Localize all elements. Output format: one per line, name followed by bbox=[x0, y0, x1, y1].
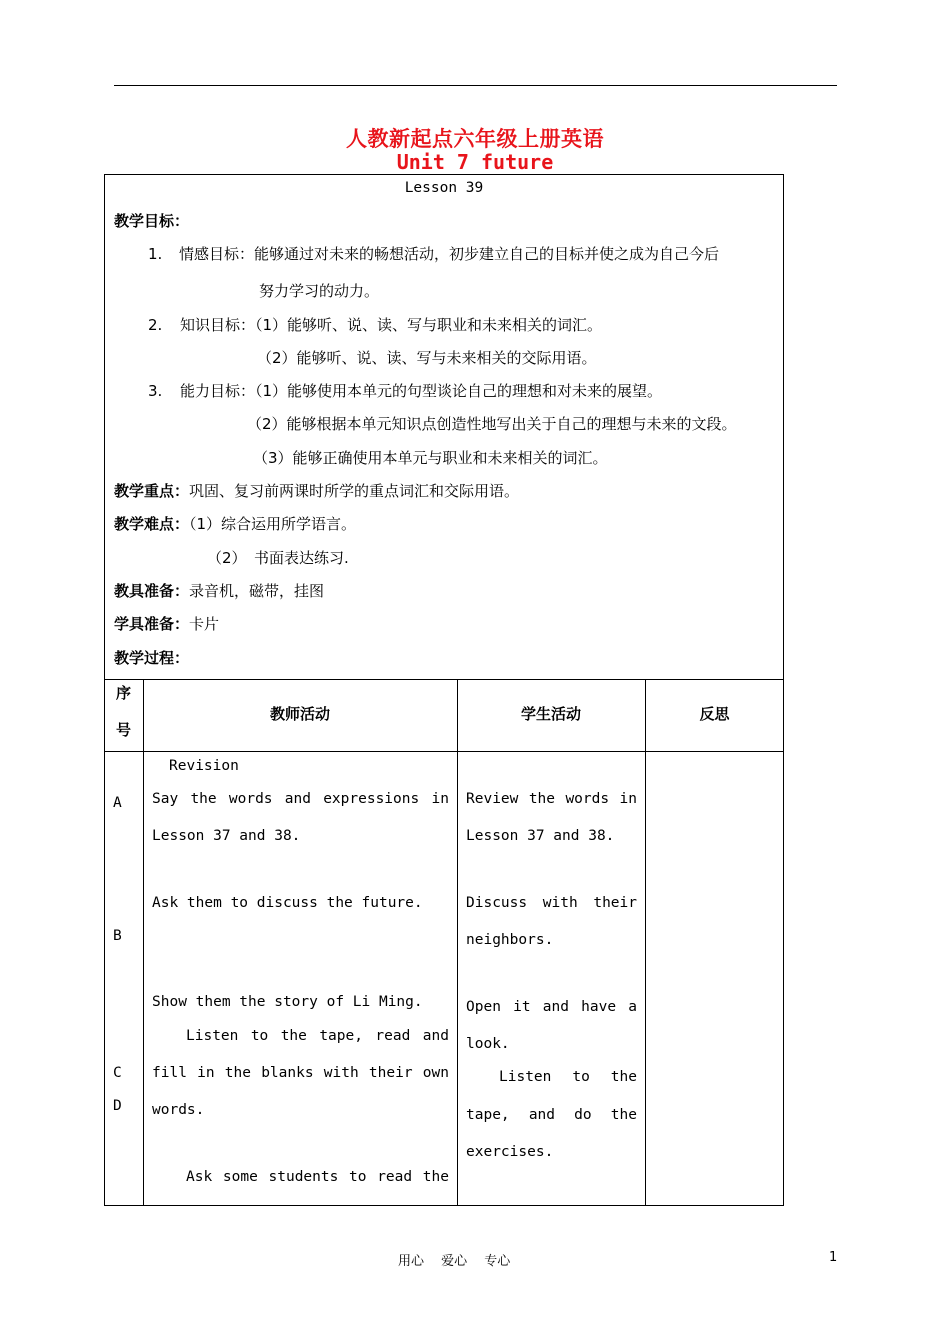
difficulties bbox=[114, 515, 356, 533]
student-b-line-1 bbox=[466, 894, 637, 912]
student-c-line-1 bbox=[466, 998, 637, 1016]
word: fill bbox=[152, 1065, 187, 1081]
word: read bbox=[377, 1169, 413, 1185]
word: the bbox=[190, 791, 217, 807]
word: with bbox=[542, 895, 578, 911]
teacher-a-line-1 bbox=[152, 790, 449, 808]
word: the bbox=[610, 1069, 637, 1085]
word: the bbox=[610, 1107, 637, 1123]
header-bottom-rule bbox=[104, 751, 784, 752]
word: to bbox=[572, 1069, 590, 1085]
page-number: 1 bbox=[829, 1250, 838, 1265]
objective-3-sub1: （2）能够根据本单元知识点创造性地写出关于自己的理想与未来的文段。 bbox=[247, 415, 737, 433]
difficulties-item-1: （1）综合运用所学语言。 bbox=[189, 515, 357, 533]
objective-3-number: 3. bbox=[148, 382, 163, 400]
process-label: 教学过程： bbox=[114, 649, 190, 667]
teacher-tools-label: 教具准备： bbox=[114, 582, 190, 600]
document-title: 人教新起点六年级上册英语 bbox=[346, 127, 604, 151]
difficulties-item-2: （2） 书面表达练习. bbox=[207, 549, 349, 567]
word: Open bbox=[466, 999, 501, 1015]
word: Say bbox=[152, 791, 179, 807]
student-a-line-2: Lesson 37 and 38. bbox=[466, 828, 615, 844]
word: and bbox=[284, 791, 311, 807]
word: it bbox=[513, 999, 531, 1015]
word: Review bbox=[466, 791, 519, 807]
objective-1-text: 情感目标：能够通过对未来的畅想活动，初步建立自己的目标并使之成为自己今后 bbox=[179, 245, 720, 263]
teacher-d-line-1 bbox=[186, 1168, 449, 1186]
word: their bbox=[593, 895, 637, 911]
word: a bbox=[628, 999, 637, 1015]
teacher-c-line-3 bbox=[152, 1064, 449, 1082]
word: in bbox=[619, 791, 637, 807]
objectives-label: 教学目标： bbox=[114, 212, 190, 230]
objective-2-sub: （2）能够听、说、读、写与未来相关的交际用语。 bbox=[257, 349, 597, 367]
word: blanks bbox=[261, 1065, 314, 1081]
row-label-c: C bbox=[113, 1065, 122, 1081]
lesson-title: Lesson 39 bbox=[404, 180, 484, 196]
header-seq-bottom: 号 bbox=[116, 721, 132, 739]
word: the bbox=[224, 1065, 251, 1081]
objective-3-text: 能力目标：（1）能够使用本单元的句型谈论自己的理想和对未来的展望。 bbox=[180, 382, 663, 400]
col-divider-teacher bbox=[457, 679, 458, 1206]
header-student-activity: 学生活动 bbox=[520, 705, 581, 723]
student-b-line-2: neighbors. bbox=[466, 932, 554, 948]
row-label-b: B bbox=[113, 928, 122, 944]
word: tape, bbox=[319, 1028, 363, 1044]
header-teacher-activity: 教师活动 bbox=[269, 705, 330, 723]
teacher-b-line-1: Ask them to discuss the future. bbox=[152, 895, 423, 911]
header-rule bbox=[114, 85, 837, 86]
objective-3-sub2: （3）能够正确使用本单元与职业和未来相关的词汇。 bbox=[253, 449, 608, 467]
word: in bbox=[431, 791, 449, 807]
objective-2-number: 2. bbox=[148, 316, 163, 334]
teacher-a-line-2: Lesson 37 and 38. bbox=[152, 828, 301, 844]
student-c-line-5: exercises. bbox=[466, 1144, 554, 1160]
col-divider-seq bbox=[143, 679, 144, 1206]
word: and bbox=[422, 1028, 449, 1044]
word: tape, bbox=[466, 1107, 510, 1123]
col-divider-student bbox=[645, 679, 646, 1206]
word: expressions bbox=[323, 791, 420, 807]
difficulties-label: 教学难点： bbox=[114, 515, 190, 533]
word: Discuss bbox=[466, 895, 528, 911]
word: with bbox=[323, 1065, 359, 1081]
word: in bbox=[197, 1065, 215, 1081]
word: read bbox=[375, 1028, 411, 1044]
teacher-tools-text: 录音机，磁带，挂图 bbox=[189, 582, 325, 600]
word: Listen bbox=[186, 1028, 239, 1044]
key-points-label: 教学重点： bbox=[114, 482, 190, 500]
word: the bbox=[422, 1169, 449, 1185]
word: own bbox=[422, 1065, 449, 1081]
word: the bbox=[528, 791, 556, 807]
student-c-line-2: look. bbox=[466, 1036, 510, 1052]
key-points-text: 巩固、复习前两课时所学的重点词汇和交际用语。 bbox=[189, 482, 520, 500]
student-c-line-3 bbox=[499, 1068, 637, 1086]
objective-2-text: 知识目标：（1）能够听、说、读、写与职业和未来相关的词汇。 bbox=[180, 316, 603, 334]
word: have bbox=[581, 999, 617, 1015]
word: Listen bbox=[499, 1069, 552, 1085]
student-c-line-4 bbox=[466, 1106, 637, 1124]
student-tools bbox=[114, 615, 219, 633]
word: and bbox=[528, 1107, 556, 1123]
student-tools-label: 学具准备： bbox=[114, 615, 190, 633]
student-tools-text: 卡片 bbox=[189, 615, 220, 633]
teacher-revision: Revision bbox=[169, 758, 239, 774]
teacher-c-line-1: Show them the story of Li Ming. bbox=[152, 994, 423, 1010]
word: do bbox=[574, 1107, 592, 1123]
word: some bbox=[222, 1169, 258, 1185]
word: words bbox=[565, 791, 610, 807]
header-seq-top: 序 bbox=[116, 684, 132, 702]
word: the bbox=[280, 1028, 307, 1044]
teacher-tools bbox=[114, 582, 324, 600]
word: words bbox=[228, 791, 273, 807]
objective-1-number: 1. bbox=[148, 245, 163, 263]
teacher-c-line-2 bbox=[186, 1027, 449, 1045]
table-top-rule bbox=[104, 679, 784, 680]
teacher-c-line-4: words. bbox=[152, 1102, 205, 1118]
unit-title: Unit 7 future bbox=[396, 150, 554, 174]
word: their bbox=[368, 1065, 413, 1081]
objective-1-continuation: 努力学习的动力。 bbox=[259, 282, 380, 300]
word: to bbox=[250, 1028, 269, 1044]
word: to bbox=[349, 1169, 367, 1185]
word: and bbox=[542, 999, 569, 1015]
student-a-line-1 bbox=[466, 790, 637, 808]
word: Ask bbox=[186, 1169, 213, 1185]
row-label-a: A bbox=[113, 795, 122, 811]
word: students bbox=[268, 1169, 339, 1185]
footer-motto: 用心 爱心 专心 bbox=[398, 1254, 511, 1269]
row-label-d: D bbox=[113, 1098, 122, 1114]
header-reflection: 反思 bbox=[699, 705, 730, 723]
key-points bbox=[114, 482, 519, 500]
